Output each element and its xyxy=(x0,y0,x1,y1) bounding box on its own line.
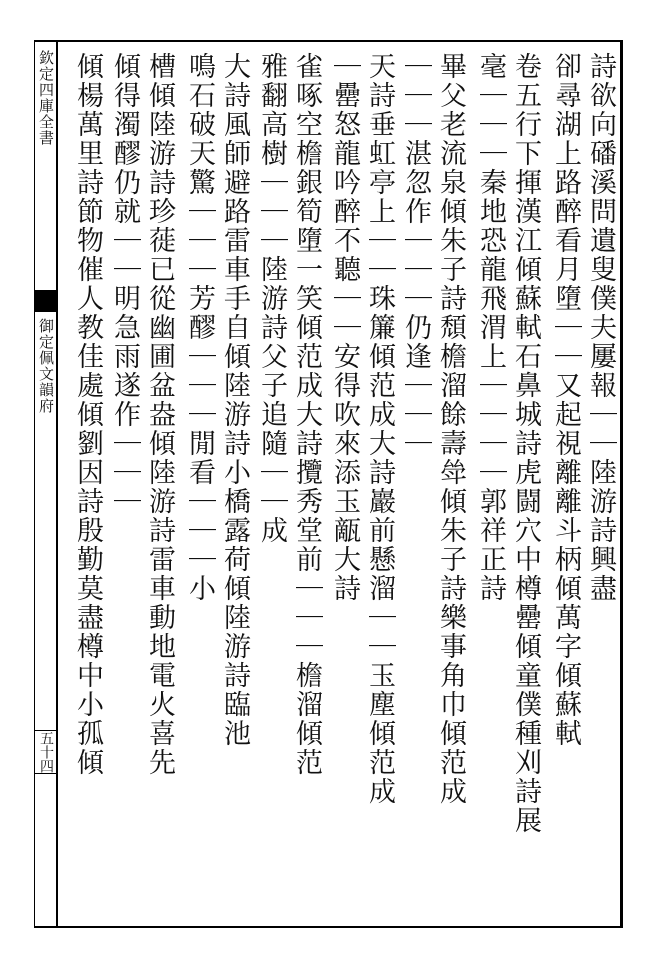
text-column-13: 槽傾陸游詩珍蓰已從幽圃盆盎傾陸游詩雷車動地電火喜先 xyxy=(144,52,175,777)
text-column-14: 傾得濁醪仍就｜｜明急雨遂作｜｜｜ xyxy=(109,52,140,516)
frame-inner-left-border xyxy=(56,40,58,928)
fish-tail-mark xyxy=(35,290,56,312)
text-column-11: 大詩風師避路雷車手自傾陸游詩小橋露荷傾陸游詩臨池 xyxy=(219,52,250,748)
book-title-top: 欽定四庫全書 xyxy=(37,50,55,146)
page-number: 五十四 xyxy=(35,730,56,774)
text-column-1: 詩欲向磻溪問遺叟僕夫屢報｜｜陸游詩興盡 xyxy=(585,52,616,603)
text-column-8: ｜罍怒龍吟醉不聽｜｜安得吹來添玉甋大詩 xyxy=(329,52,360,603)
frame-top-border xyxy=(34,40,622,42)
text-column-15: 傾楊萬里詩節物催人教佳處傾劉因詩殷勤莫盡樽中小孤傾 xyxy=(72,52,103,777)
text-column-9: 雀啄空檐銀筍墮一笑傾范成大詩攬秀堂前｜｜｜檐溜傾范 xyxy=(291,52,322,777)
text-column-6: ｜｜｜湛忽作｜｜｜仍逢｜｜｜ xyxy=(400,52,431,458)
text-column-5: 畢父老流泉傾朱子詩頹檐溜餘壽斚傾朱子詩樂事角巾傾范成 xyxy=(435,52,466,806)
text-column-7: 天詩垂虹亭上｜｜珠簾傾范成大詩巖前懸溜｜｜玉塵傾范成 xyxy=(364,52,395,806)
text-column-3: 卷五行下揮漢江傾蘇軾石鼻城詩虎闘穴中樽罍傾童僕種刈詩展 xyxy=(510,52,541,835)
frame-right-border xyxy=(620,40,623,928)
text-column-10: 雅翻高樹｜｜｜陸游詩父子追隨｜｜成 xyxy=(256,52,287,545)
book-title: 御定佩文韻府 xyxy=(37,318,55,414)
text-column-12: 鳴石破天驚｜｜｜芳醪｜｜｜閒看｜｜｜小 xyxy=(184,52,215,603)
frame-bottom-border xyxy=(34,926,622,928)
text-column-2: 卻尋湖上路醉看月墮｜｜又起視離離斗柄傾萬字傾蘇軾 xyxy=(550,52,581,748)
frame-outer-left-border xyxy=(34,40,35,928)
text-column-4: 毫｜｜｜秦地恐龍飛渭上｜｜｜｜郭祥正詩 xyxy=(475,52,506,603)
